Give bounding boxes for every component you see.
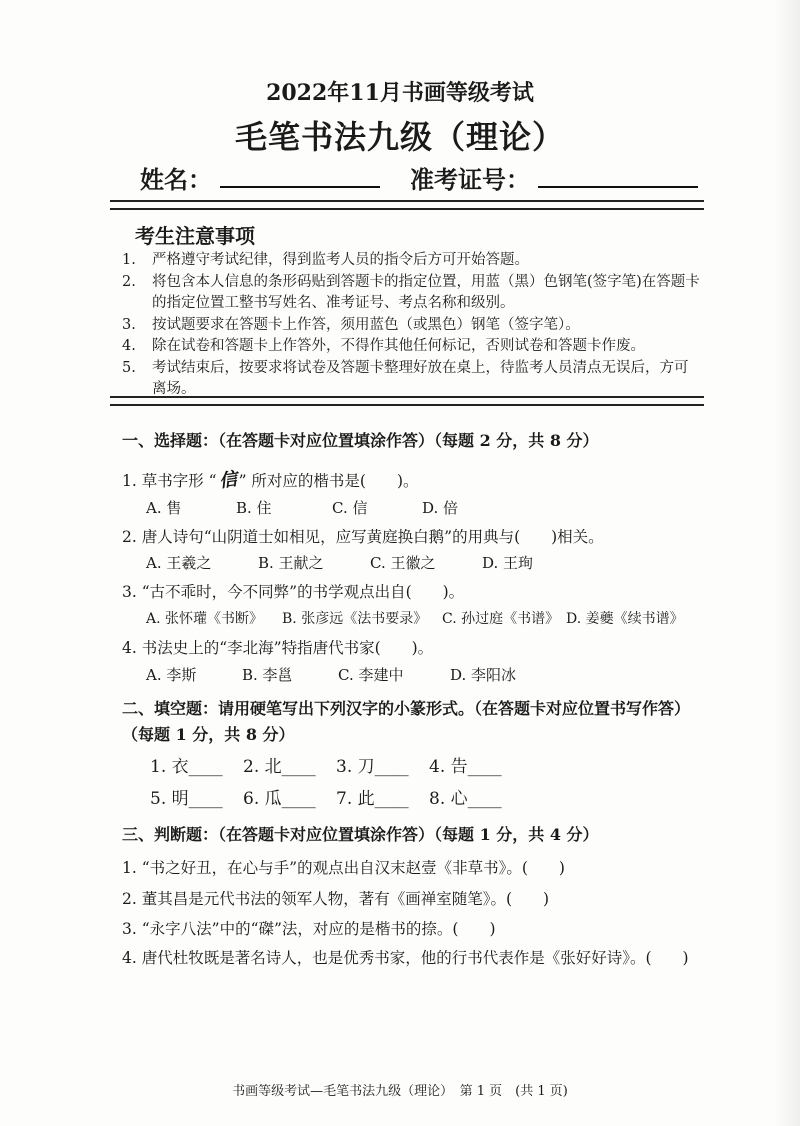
- page-shadow: [774, 0, 800, 1126]
- section-fill-head: 二、填空题：请用硬笔写出下列汉字的小篆形式。（在答题卡对应位置书写作答）: [122, 699, 691, 718]
- notice-item: 3. 按试题要求在答题卡上作答，须用蓝色（或黑色）钢笔（签字笔）。: [122, 316, 580, 333]
- choice-options-1: A. 售 B. 住 C. 信 D. 倍: [146, 499, 459, 517]
- page-footer: 书画等级考试—毛笔书法九级（理论） 第 1 页 (共 1 页): [232, 1084, 568, 1099]
- choice-options-2: A. 王羲之 B. 王献之 C. 王徽之 D. 王珣: [146, 554, 534, 572]
- notice-item: 5. 考试结束后，按要求将试卷及答题卡整理好放在桌上，待监考人员清点无误后，方可离场。: [122, 359, 689, 397]
- top-divider: [110, 200, 704, 210]
- section-choice-head: 一、选择题：（在答题卡对应位置填涂作答）（每题 2 分，共 8 分）: [122, 431, 599, 450]
- fill-item: 1. 衣____: [150, 757, 223, 777]
- cursive-glyph-icon: 信: [217, 468, 239, 493]
- judge-question-4: 4. 唐代杜牧既是著名诗人，也是优秀书家，他的行书代表作是《张好好诗》。( ): [122, 949, 689, 967]
- notice-title: 考生注意事项: [135, 224, 255, 248]
- fill-item: 6. 瓜____: [243, 789, 316, 809]
- id-label: 准考证号：: [410, 165, 530, 194]
- name-label: 姓名：: [140, 165, 212, 194]
- choice-options-3: A. 张怀瓘《书断》 B. 张彦远《法书要录》 C. 孙过庭《书谱》 D. 姜夔《续书谱》: [146, 611, 684, 627]
- section-judge-head: 三、判断题：（在答题卡对应位置填涂作答）（每题 1 分，共 4 分）: [122, 825, 599, 844]
- name-field: [140, 160, 380, 195]
- fill-row-2: [150, 784, 522, 809]
- notice-list: [122, 250, 702, 401]
- notice-item: 2. 将包含本人信息的条形码贴到答题卡的指定位置，用蓝（黑）色钢笔(签字笔)在答题卡的指定位置工整书写姓名、准考证号、考点名称和级别。: [122, 273, 700, 311]
- choice-question-4: 4. 书法史上的“李北海”特指唐代书家( )。: [122, 639, 434, 657]
- fill-item: 7. 此____: [336, 789, 409, 809]
- notice-divider: [110, 396, 704, 406]
- id-field: [410, 160, 698, 195]
- subject-title: 毛笔书法九级（理论）: [234, 118, 565, 156]
- notice-item: 4. 除在试卷和答题卡上作答外，不得作其他任何标记，否则试卷和答题卡作废。: [122, 338, 645, 354]
- fill-item: 3. 刀____: [336, 757, 409, 777]
- exam-title: 2022年11月书画等级考试: [266, 80, 534, 106]
- name-blank: [220, 164, 380, 188]
- judge-question-3: 3. “永字八法”中的“磔”法，对应的是楷书的捺。( ): [122, 920, 496, 938]
- fill-item: 4. 告____: [429, 757, 502, 777]
- judge-question-1: 1. “书之好丑，在心与手”的观点出自汉末赵壹《非草书》。( ): [122, 859, 565, 877]
- id-blank: [538, 164, 698, 188]
- choice-options-4: A. 李斯 B. 李邕 C. 李建中 D. 李阳冰: [146, 666, 517, 684]
- section-fill-score: （每题 1 分，共 8 分）: [122, 725, 295, 744]
- fill-item: 8. 心____: [429, 789, 502, 809]
- fill-item: 5. 明____: [150, 789, 223, 809]
- choice-question-2: 2. 唐人诗句“山阴道士如相见，应写黄庭换白鹅”的用典与( )相关。: [122, 528, 604, 546]
- choice-question-3: 3. “古不乖时，今不同弊”的书学观点出自( )。: [122, 583, 465, 601]
- fill-row-1: [150, 752, 522, 777]
- choice-question-1: 1. 草书字形 “信” 所对应的楷书是( )。: [122, 466, 419, 492]
- fill-item: 2. 北____: [243, 757, 316, 777]
- notice-item: 1. 严格遵守考试纪律，得到监考人员的指令后方可开始答题。: [122, 252, 529, 268]
- judge-question-2: 2. 董其昌是元代书法的领军人物，著有《画禅室随笔》。( ): [122, 890, 550, 908]
